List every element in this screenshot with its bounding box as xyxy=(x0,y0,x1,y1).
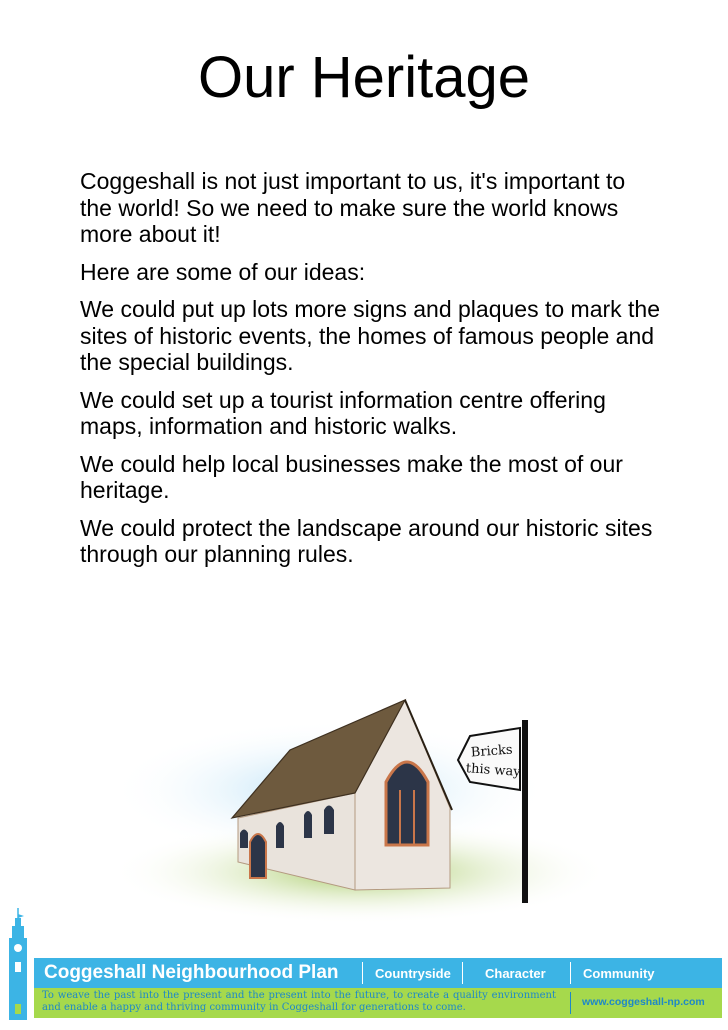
footer-title-bar xyxy=(34,958,722,988)
sign-text-line1: Bricks xyxy=(470,742,514,761)
sign-text-line2: this way xyxy=(465,761,522,780)
church-door xyxy=(250,834,266,878)
paragraph-businesses: We could help local businesses make the most of our heritage. xyxy=(80,450,623,503)
church-tower-logo xyxy=(0,0,40,1030)
church-window xyxy=(324,806,334,835)
footer-divider xyxy=(362,962,363,984)
paragraph-intro: Coggeshall is not just important to us, it's important to the world! So we need to make sure the world knows more about it! xyxy=(80,168,626,247)
paragraph-ideas-heading: Here are some of our ideas: xyxy=(80,258,366,285)
paragraph-tourist-centre: We could set up a tourist information centre offering maps, information and historic walks. xyxy=(80,386,606,439)
church-window xyxy=(240,830,248,849)
paragraph-signs: We could put up lots more signs and plaques to mark the sites of historic events, the homes of famous people and the special buildings. xyxy=(80,296,661,375)
footer-divider xyxy=(570,992,571,1014)
website-link[interactable]: www.coggeshall-np.com xyxy=(582,996,705,1008)
church-window xyxy=(304,811,312,838)
page-title: Our Heritage xyxy=(197,45,531,110)
footer-divider xyxy=(462,962,463,984)
plan-title: Coggeshall Neighbourhood Plan xyxy=(44,962,339,983)
paragraph-landscape: We could protect the landscape around our historic sites through our planning rules. xyxy=(80,514,653,567)
church-front-window xyxy=(386,762,428,845)
footer-divider xyxy=(570,962,571,984)
tagline: To weave the past into the present and the present into the future, to create a quality environment and enable a happy and thriving community in Coggeshall for generations to come. xyxy=(42,990,556,1013)
nav-character: Character xyxy=(485,966,546,981)
church-window xyxy=(276,822,284,848)
signpost-pole xyxy=(522,720,528,903)
nav-countryside: Countryside xyxy=(375,966,451,981)
nav-community: Community xyxy=(583,966,655,981)
footer-tagline-bar xyxy=(34,988,722,1018)
